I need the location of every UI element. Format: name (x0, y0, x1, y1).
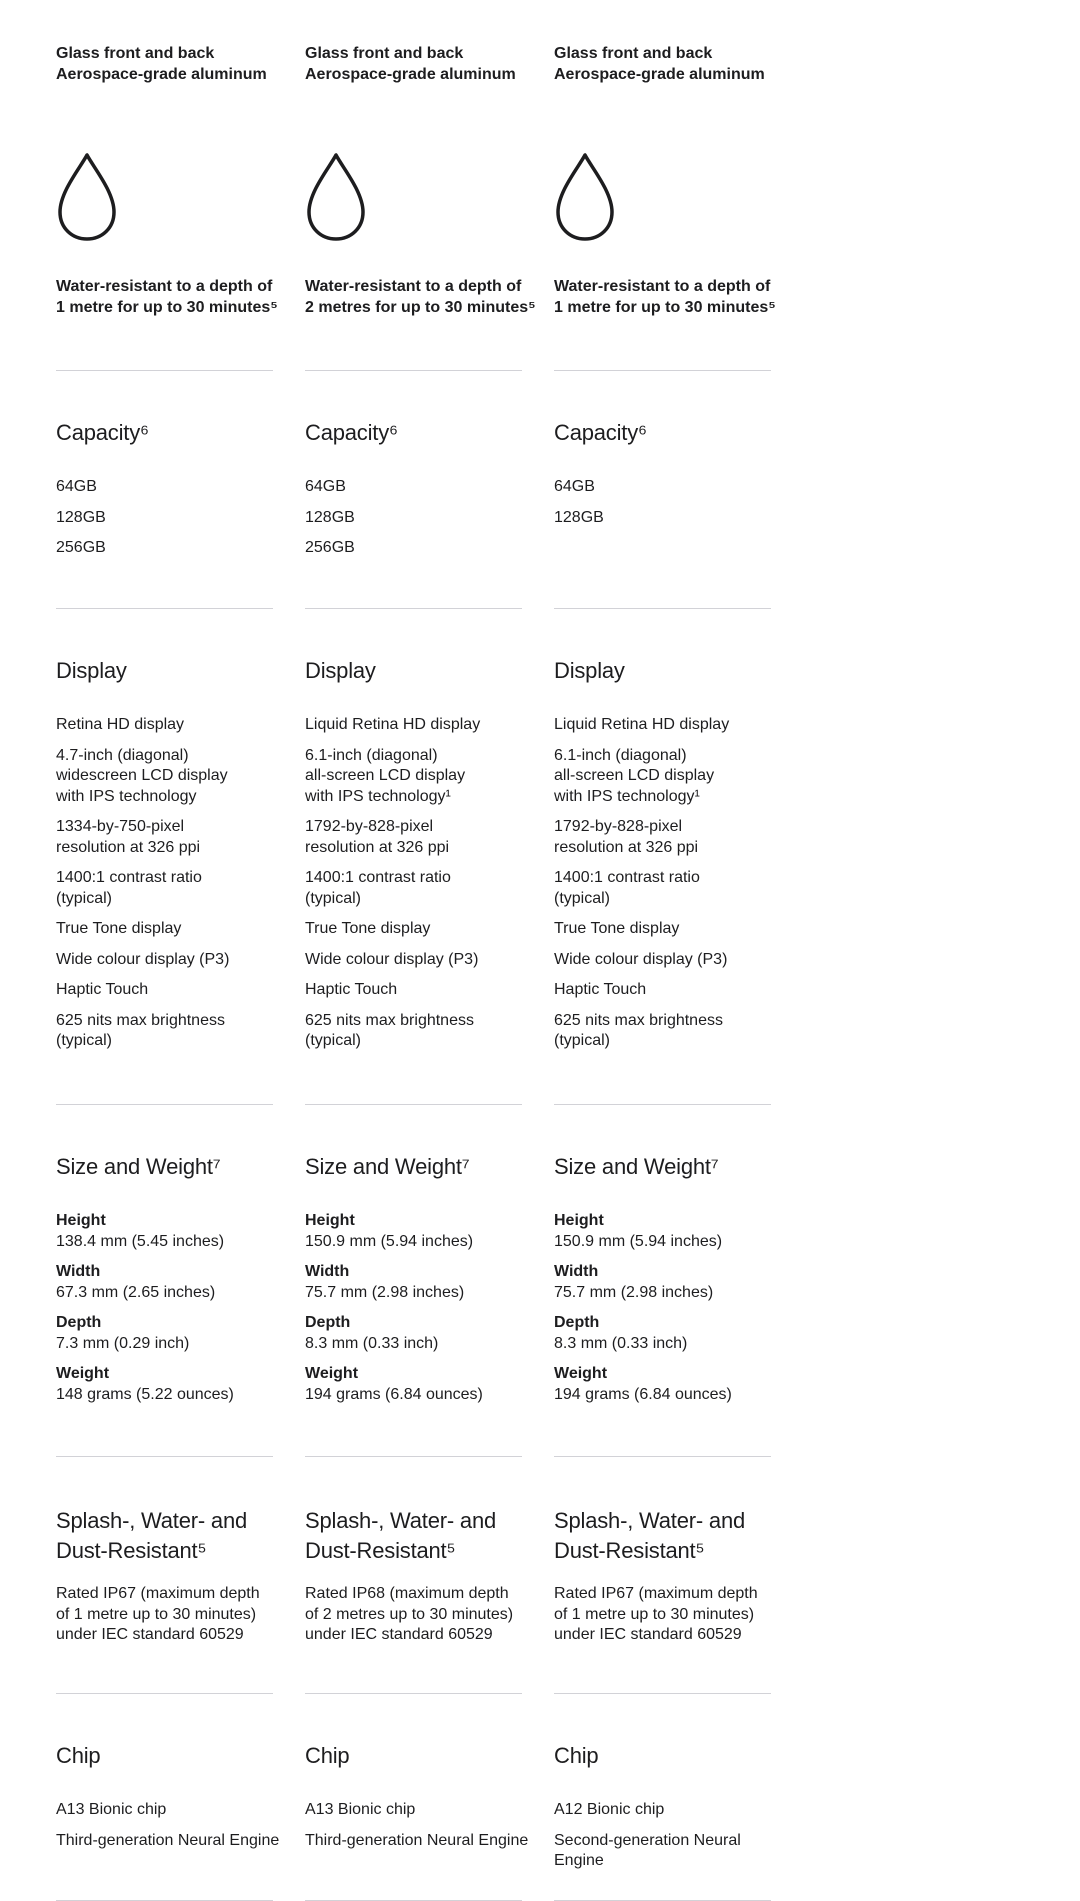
size_weight-item (554, 1211, 732, 1252)
size_weight-item (554, 1364, 732, 1405)
spec-value: 75.7 mm (2.98 inches) (305, 1283, 465, 1301)
chip-item: A12 Bionic chip (554, 1801, 665, 1818)
material-text: Glass front and back Aerospace-grade aluminum (305, 45, 516, 83)
divider (554, 1456, 771, 1457)
water-drop-icon (56, 152, 118, 242)
spec-label: Width (56, 1263, 101, 1280)
capacity-list (305, 477, 355, 569)
chip-item: Second-generation Neural Engine (554, 1831, 741, 1869)
resistance-heading: Splash-, Water- and Dust-Resistant⁵ (305, 1508, 497, 1563)
spec-value: 138.4 mm (5.45 inches) (56, 1232, 225, 1250)
display-heading: Display (56, 658, 127, 683)
chip-list (305, 1800, 528, 1861)
size-weight-list (56, 1211, 234, 1415)
spec-value: 194 grams (6.84 ounces) (305, 1385, 483, 1403)
display-item: 6.1-inch (diagonal) all-screen LCD display with IPS technology¹ (305, 746, 466, 805)
display-item: True Tone display (554, 920, 680, 937)
display-item: 1400:1 contrast ratio (typical) (56, 869, 202, 907)
capacity-item: 128GB (554, 508, 604, 526)
spec-label: Depth (554, 1314, 600, 1331)
capacity-item: 256GB (56, 539, 106, 556)
display-item: 1792-by-828-pixel resolution at 326 ppi (305, 818, 450, 856)
resistance-text: Rated IP67 (maximum depth of 1 metre up to 30 minutes) under IEC standard 60529 (56, 1585, 260, 1643)
display-item: 1792-by-828-pixel resolution at 326 ppi (554, 818, 699, 856)
capacity-item: 128GB (56, 508, 106, 526)
display-heading: Display (305, 658, 376, 683)
display-item: Haptic Touch (305, 981, 398, 998)
water-resistance-text: Water-resistant to a depth of 1 metre for up to 30 minutes⁵ (554, 278, 776, 316)
spec-value: 8.3 mm (0.33 inch) (305, 1334, 439, 1352)
display-list (305, 715, 480, 1062)
chip-list (56, 1800, 279, 1861)
divider (554, 1104, 771, 1105)
display-list (554, 715, 729, 1062)
spec-value: 7.3 mm (0.29 inch) (56, 1334, 190, 1352)
spec-label: Weight (56, 1365, 110, 1382)
divider (305, 1104, 522, 1105)
spec-value: 194 grams (6.84 ounces) (554, 1385, 732, 1403)
divider (56, 1104, 273, 1105)
display-item: Haptic Touch (56, 981, 149, 998)
material-text: Glass front and back Aerospace-grade aluminum (554, 45, 765, 83)
display-item: Haptic Touch (554, 981, 647, 998)
chip-item: A13 Bionic chip (305, 1801, 416, 1818)
display-item: 625 nits max brightness (typical) (305, 1011, 474, 1049)
size_weight-item (305, 1211, 483, 1252)
chip-item: Third-generation Neural Engine (56, 1831, 280, 1849)
chip-list (554, 1800, 794, 1882)
display-heading: Display (554, 658, 625, 683)
capacity-item: 64GB (554, 478, 595, 495)
size_weight-item (305, 1313, 483, 1354)
divider (56, 1456, 273, 1457)
spec-label: Weight (554, 1365, 608, 1382)
water-drop-icon (554, 152, 616, 242)
divider (554, 1693, 771, 1694)
spec-value: 8.3 mm (0.33 inch) (554, 1334, 688, 1352)
capacity-heading: Capacity⁶ (56, 420, 149, 445)
size_weight-item (56, 1364, 234, 1405)
divider (305, 370, 522, 371)
capacity-item: 256GB (305, 539, 355, 556)
divider (305, 1456, 522, 1457)
display-item: Liquid Retina HD display (554, 716, 730, 733)
size-weight-list (554, 1211, 732, 1415)
size-weight-list (305, 1211, 483, 1415)
spec-label: Depth (56, 1314, 102, 1331)
spec-label: Height (56, 1212, 106, 1229)
chip-item: Third-generation Neural Engine (305, 1831, 529, 1849)
chip-heading: Chip (554, 1743, 599, 1768)
chip-heading: Chip (56, 1743, 101, 1768)
capacity-item: 64GB (305, 478, 346, 495)
display-item: Retina HD display (56, 716, 185, 733)
display-item: Wide colour display (P3) (554, 950, 728, 968)
display-item: 4.7-inch (diagonal) widescreen LCD display with IPS technology (56, 746, 228, 805)
capacity-item: 64GB (56, 478, 97, 495)
display-item: Liquid Retina HD display (305, 716, 481, 733)
size-weight-heading: Size and Weight⁷ (56, 1154, 221, 1179)
chip-item: A13 Bionic chip (56, 1801, 167, 1818)
spec-label: Width (554, 1263, 599, 1280)
spec-value: 150.9 mm (5.94 inches) (305, 1232, 474, 1250)
display-item: 1334-by-750-pixel resolution at 326 ppi (56, 818, 201, 856)
water-resistance-text: Water-resistant to a depth of 2 metres for up to 30 minutes⁵ (305, 278, 536, 316)
display-item: 6.1-inch (diagonal) all-screen LCD display with IPS technology¹ (554, 746, 715, 805)
divider (305, 608, 522, 609)
size_weight-item (56, 1313, 234, 1354)
size_weight-item (56, 1262, 234, 1303)
divider (56, 608, 273, 609)
spec-value: 75.7 mm (2.98 inches) (554, 1283, 714, 1301)
spec-label: Height (305, 1212, 355, 1229)
spec-label: Depth (305, 1314, 351, 1331)
size-weight-heading: Size and Weight⁷ (305, 1154, 470, 1179)
display-item: 1400:1 contrast ratio (typical) (305, 869, 451, 907)
capacity-list (554, 477, 604, 538)
water-resistance-text: Water-resistant to a depth of 1 metre for up to 30 minutes⁵ (56, 278, 278, 316)
display-item: True Tone display (305, 920, 431, 937)
spec-label: Height (554, 1212, 604, 1229)
capacity-heading: Capacity⁶ (305, 420, 398, 445)
display-item: 625 nits max brightness (typical) (56, 1011, 225, 1049)
display-list (56, 715, 229, 1062)
spec-label: Weight (305, 1365, 359, 1382)
divider (554, 608, 771, 609)
resistance-text: Rated IP68 (maximum depth of 2 metres up to 30 minutes) under IEC standard 60529 (305, 1585, 514, 1643)
size_weight-item (554, 1313, 732, 1354)
size_weight-item (56, 1211, 234, 1252)
spec-value: 148 grams (5.22 ounces) (56, 1385, 234, 1403)
water-drop-icon (305, 152, 367, 242)
resistance-heading: Splash-, Water- and Dust-Resistant⁵ (554, 1508, 746, 1563)
size_weight-item (554, 1262, 732, 1303)
spec-label: Width (305, 1263, 350, 1280)
size_weight-item (305, 1364, 483, 1405)
divider (554, 370, 771, 371)
size-weight-heading: Size and Weight⁷ (554, 1154, 719, 1179)
display-item: 625 nits max brightness (typical) (554, 1011, 723, 1049)
capacity-heading: Capacity⁶ (554, 420, 647, 445)
display-item: Wide colour display (P3) (56, 950, 230, 968)
size_weight-item (305, 1262, 483, 1303)
material-text: Glass front and back Aerospace-grade aluminum (56, 45, 267, 83)
resistance-heading: Splash-, Water- and Dust-Resistant⁵ (56, 1508, 248, 1563)
capacity-list (56, 477, 106, 569)
spec-value: 67.3 mm (2.65 inches) (56, 1283, 216, 1301)
resistance-text: Rated IP67 (maximum depth of 1 metre up to 30 minutes) under IEC standard 60529 (554, 1585, 758, 1643)
spec-value: 150.9 mm (5.94 inches) (554, 1232, 723, 1250)
divider (56, 1693, 273, 1694)
capacity-item: 128GB (305, 508, 355, 526)
display-item: True Tone display (56, 920, 182, 937)
chip-heading: Chip (305, 1743, 350, 1768)
display-item: Wide colour display (P3) (305, 950, 479, 968)
divider (56, 370, 273, 371)
divider (305, 1693, 522, 1694)
display-item: 1400:1 contrast ratio (typical) (554, 869, 700, 907)
